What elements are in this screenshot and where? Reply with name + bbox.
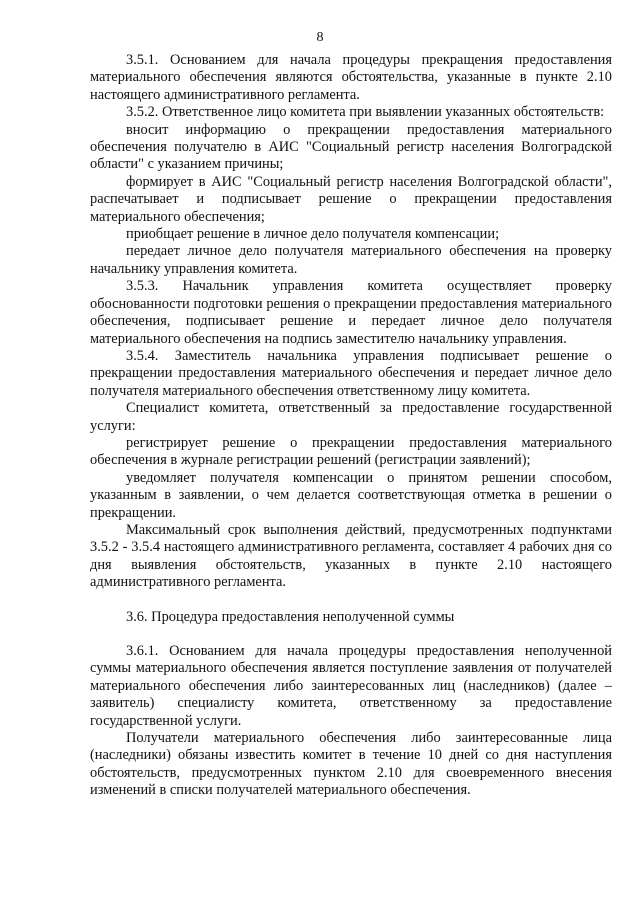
page-number: 8 [316, 30, 324, 45]
paragraph-3-6-1: 3.6.1. Основанием для начала процедуры предоставления неполученной суммы материального обеспечения является поступление заявления от получателей материального обеспечения либо заинтересованных лиц (наследников) (далее – заявитель) специалисту комитета, ответственному за предоставление государственной услуги. [90, 643, 612, 729]
paragraph-specialist: Специалист комитета, ответственный за предоставление государственной услуги: [90, 400, 612, 434]
paragraph-3-5-1: 3.5.1. Основанием для начала процедуры прекращения предоставления материального обеспечения являются обстоятельства, указанные в пункте 2.10 настоящего административного регламента. [90, 52, 612, 103]
document-body [90, 52, 612, 800]
paragraph-3-5-3: 3.5.3. Начальник управления комитета осуществляет проверку обоснованности подготовки решения о прекращении предоставления материального обеспечения, подписывает решение и передает личное дело получателя материального обеспечения на подпись заместителю начальнику управления. [90, 278, 612, 347]
paragraph-enter-info: вносит информацию о прекращении предоставления материального обеспечения получателю в АИС "Социальный регистр населения Волгоградской области" с указанием причины; [90, 121, 612, 173]
paragraph-registers: регистрирует решение о прекращении предоставления материального обеспечения в журнале регистрации решений (регистрации заявлений); [90, 434, 612, 469]
paragraph-transfer-file: передает личное дело получателя материального обеспечения на проверку начальнику управления комитета. [90, 243, 612, 277]
section-heading-3-6: 3.6. Процедура предоставления неполученной суммы [126, 608, 455, 625]
paragraph-form-decision: формирует в АИС "Социальный регистр населения Волгоградской области", распечатывает и подписывает решение о прекращении предоставления материального обеспечения; [90, 173, 612, 225]
paragraph-notifies: уведомляет получателя компенсации о принятом решении способом, указанным в заявлении, о чем делается соответствующая отметка в решении о прекращении. [90, 469, 612, 521]
paragraph-recipients-obliged: Получатели материального обеспечения либо заинтересованные лица (наследники) обязаны известить комитет в течение 10 дней со дня наступления обстоятельств, предусмотренных пунктом 2.10 для своевременного внесения изменений в списки получателей материального обеспечения. [90, 730, 612, 799]
paragraph-attach-decision: приобщает решение в личное дело получателя компенсации; [126, 226, 500, 243]
paragraph-3-5-4: 3.5.4. Заместитель начальника управления подписывает решение о прекращении предоставления материального обеспечения и передает личное дело получателя материального обеспечения ответственному лицу комитета. [90, 347, 612, 399]
paragraph-max-term: Максимальный срок выполнения действий, предусмотренных подпунктами 3.5.2 - 3.5.4 настоящего административного регламента, составляет 4 рабочих дня со дня выявления обстоятельств, указанных в пункте 2.10 настоящего административного регламента. [90, 521, 612, 591]
paragraph-3-5-2: 3.5.2. Ответственное лицо комитета при выявлении указанных обстоятельств: [126, 104, 605, 121]
